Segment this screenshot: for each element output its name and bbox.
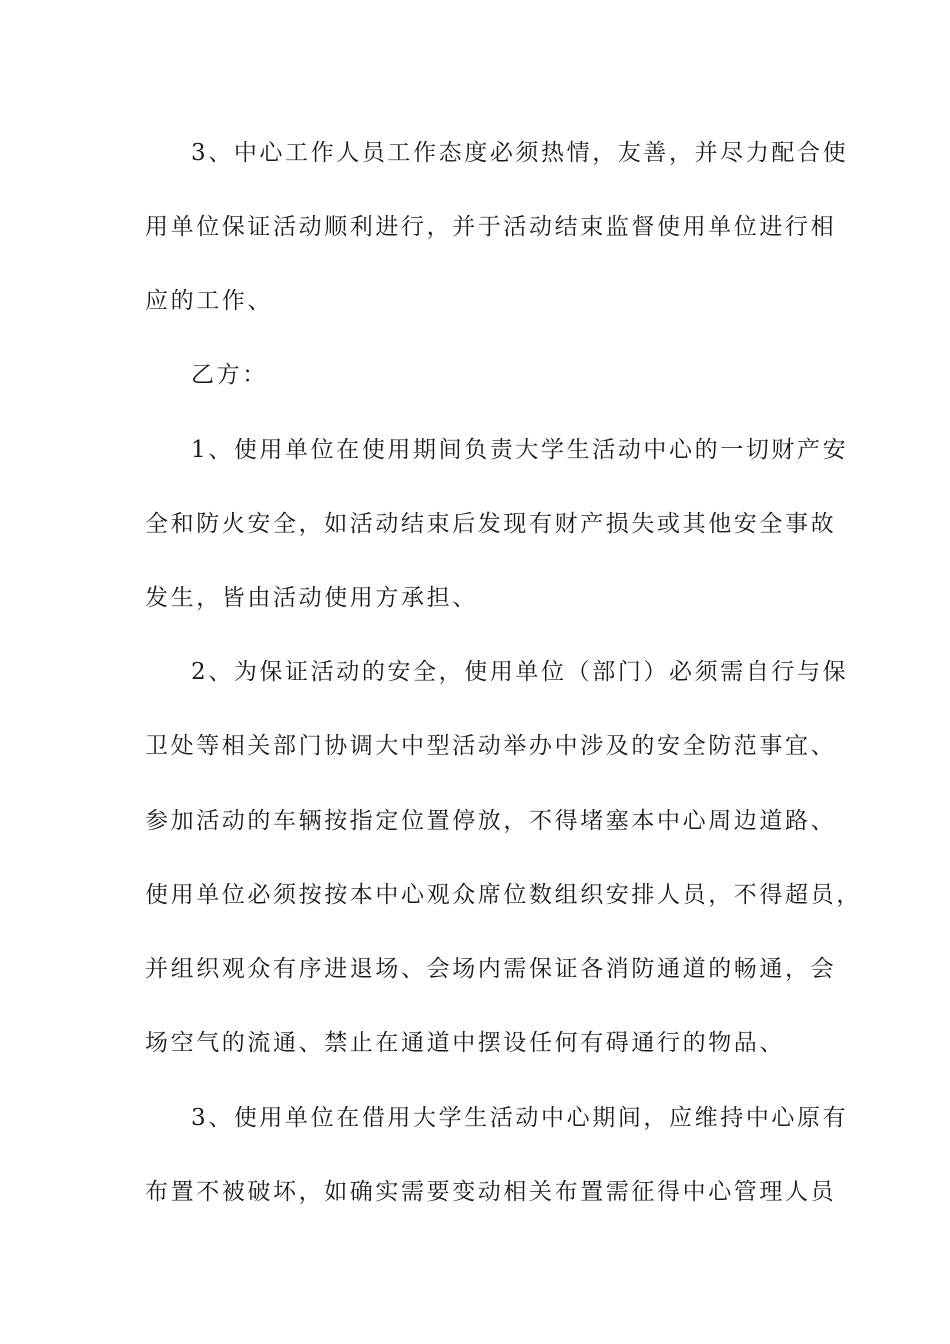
text-line: 应的工作、: [145, 288, 273, 314]
text-line: 布置不被破坏，如确实需要变动相关布置需征得中心管理人员: [145, 1179, 837, 1205]
text-line: 1、使用单位在使用期间负责大学生活动中心的一切财产安: [191, 437, 849, 463]
text-line: 用单位保证活动顺利进行，并于活动结束监督使用单位进行相: [145, 214, 837, 240]
text-line: 3、使用单位在借用大学生活动中心期间，应维持中心原有: [191, 1105, 849, 1131]
text-line: 卫处等相关部门协调大中型活动举办中涉及的安全防范事宜、: [145, 733, 837, 759]
text-line: 使用单位必须按按本中心观众席位数组织安排人员，不得超员，: [145, 882, 862, 908]
section-heading: 乙方：: [191, 362, 268, 388]
text-line: 2、为保证活动的安全，使用单位（部门）必须需自行与保: [191, 659, 849, 685]
text-line: 全和防火安全，如活动结束后发现有财产损失或其他安全事故: [145, 511, 837, 537]
text-line: 场空气的流通、禁止在通道中摆设任何有碍通行的物品、: [145, 1030, 785, 1056]
text-line: 发生，皆由活动使用方承担、: [145, 585, 478, 611]
text-line: 3、中心工作人员工作态度必须热情，友善，并尽力配合使: [191, 140, 849, 166]
text-line: 参加活动的车辆按指定位置停放，不得堵塞本中心周边道路、: [145, 808, 837, 834]
text-line: 并组织观众有序进退场、会场内需保证各消防通道的畅通，会: [145, 956, 837, 982]
